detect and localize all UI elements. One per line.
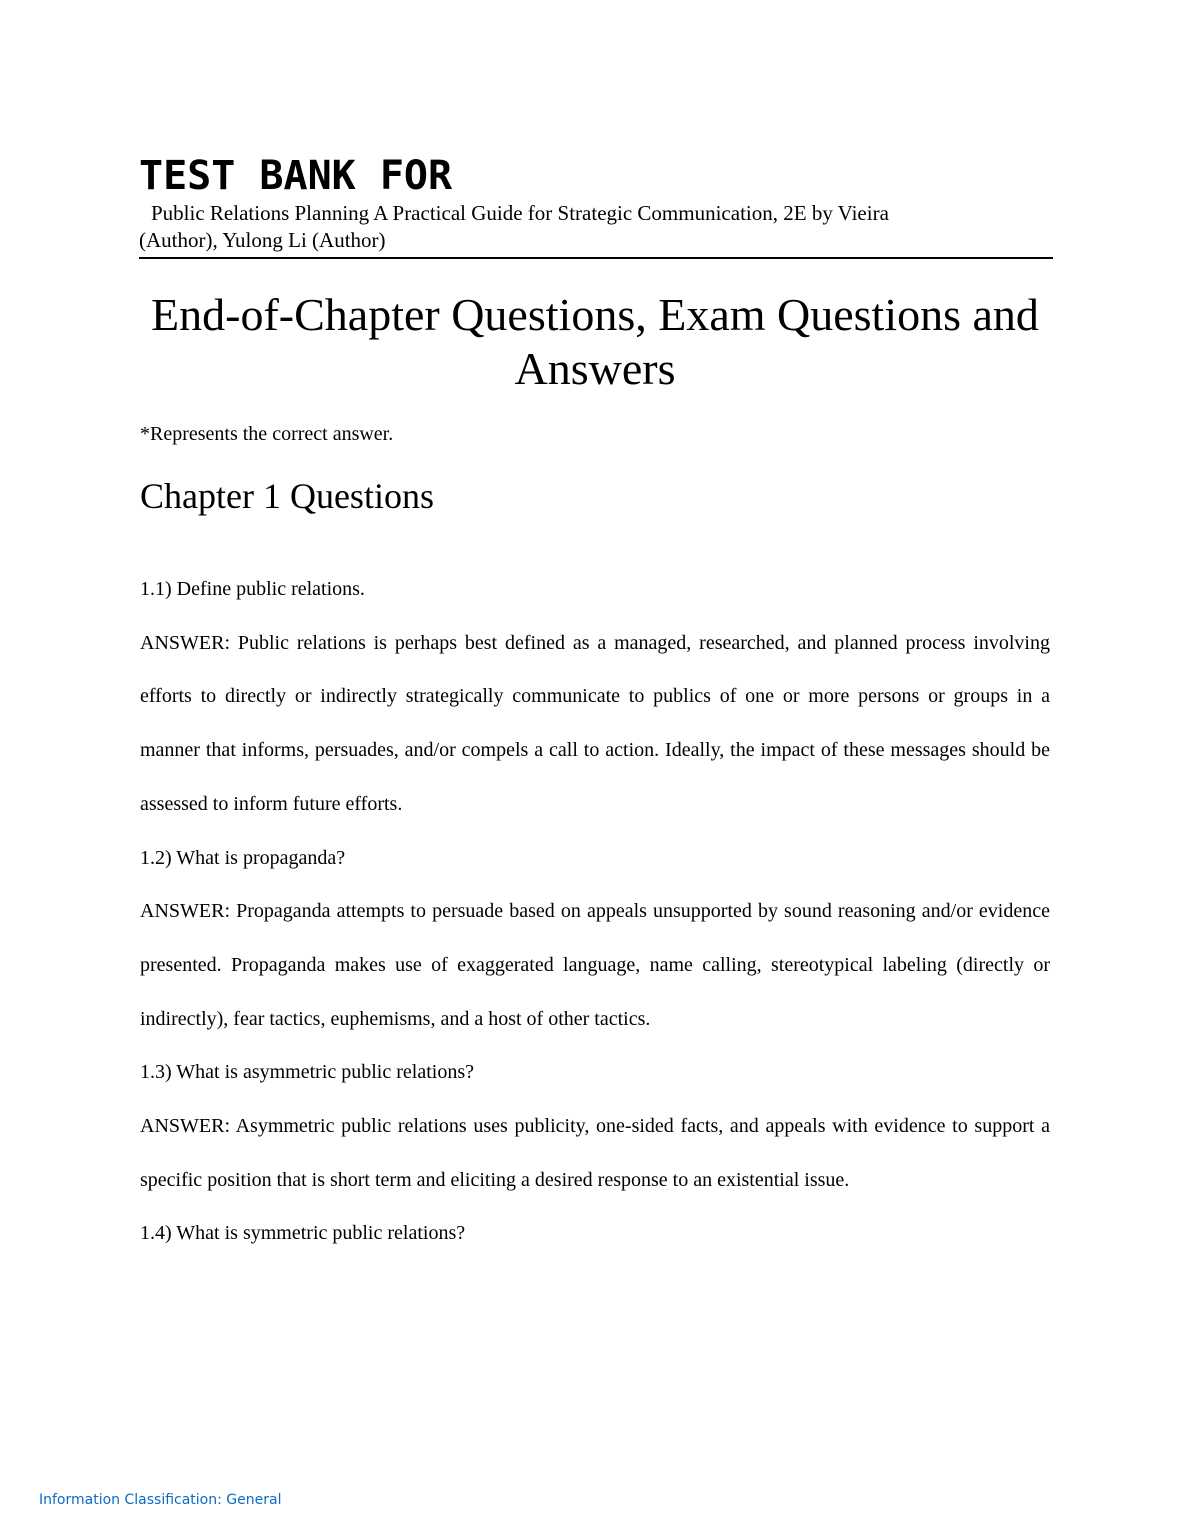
test-bank-title: TEST BANK FOR [139,153,453,199]
book-title-line-2: (Author), Yulong Li (Author) [139,228,386,252]
question-1-3: 1.3) What is asymmetric public relations? [140,1061,474,1084]
classification-footer: Information Classification: General [39,1492,282,1508]
main-heading [139,288,1051,396]
question-answer-list [140,563,1050,1261]
document-header [139,152,1053,259]
correct-answer-note: *Represents the correct answer. [140,423,394,445]
answer-1-3: ANSWER: Asymmetric public relations uses publicity, one-sided facts, and appeals with evidence to support a specific position that is short term and eliciting a desired response to an existential issue. [140,1115,1050,1191]
question-1-1: 1.1) Define public relations. [140,578,365,600]
answer-1-1: ANSWER: Public relations is perhaps best defined as a managed, researched, and planned process involving efforts to directly or indirectly strategically communicate to publics of one or more persons or groups in a manner that informs, persuades, and/or compels a call to action. Ideally, the impact of these messages should be assessed to inform future efforts. [140,631,1050,815]
question-1-4: 1.4) What is symmetric public relations? [140,1222,466,1245]
main-heading-line-1: End-of-Chapter Questions, Exam Questions and [151,289,1039,340]
chapter-heading: Chapter 1 Questions [140,476,434,516]
main-heading-line-2: Answers [514,343,676,394]
question-1-2: 1.2) What is propaganda? [140,846,346,869]
book-title-line-1: Public Relations Planning A Practical Guide for Strategic Communication, 2E by Vieira [151,201,889,225]
answer-1-2: ANSWER: Propaganda attempts to persuade based on appeals unsupported by sound reasoning and/or evidence presented. Propaganda makes use of exaggerated language, name calling, stereotypical labeling (directly or indirectly), fear tactics, euphemisms, and a host of other tactics. [140,900,1050,1030]
